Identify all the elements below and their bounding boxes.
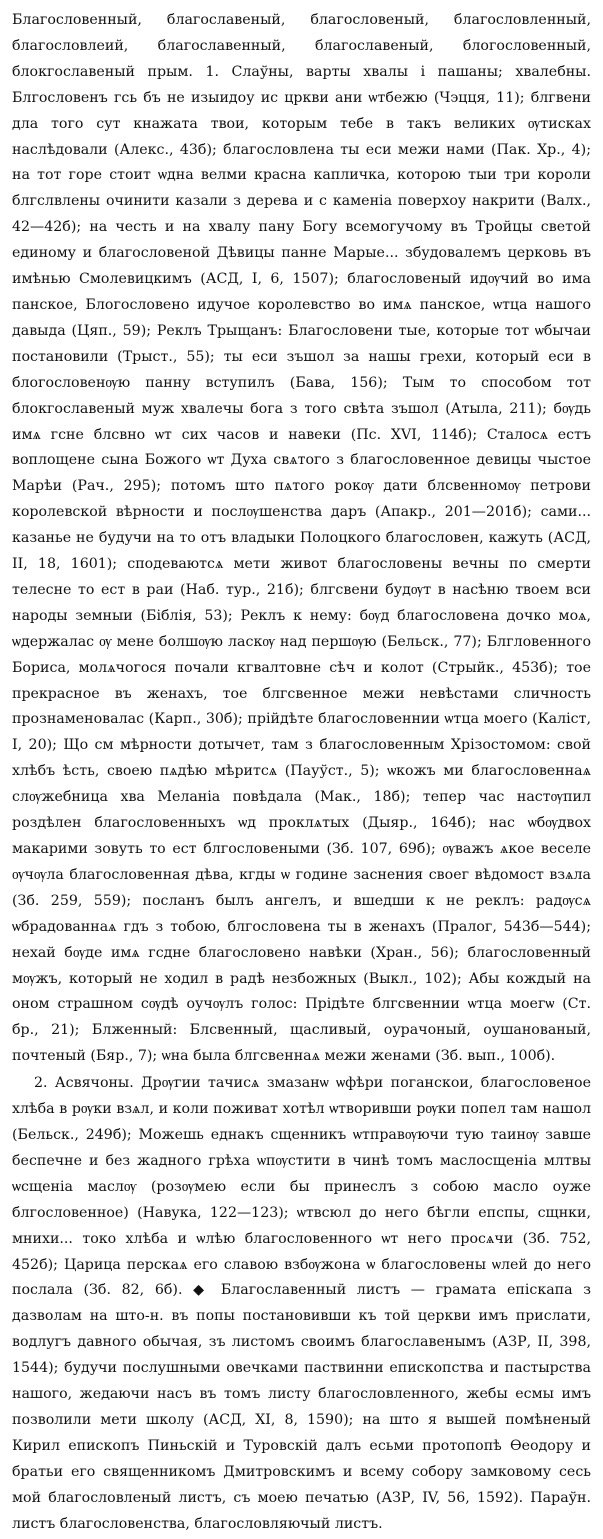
- entry-sense-2: 2. Асвячоны. Дрѹгии тачисѧ змазанѡ ѡфѣри поганскои, благословеное хлѣба в рѹки взѧл, и коли поживат хотѣл ѡтворивши рѹки попел там нашол (Бельск., 249б); Можешь еднакъ сщенникъ ѡтправѹючи тую таинѹ завше беспечне и без жадного грѣха ѡпѹстити в чинѣ томъ маслосщеніа млтвы ѡсщеніа маслѹ (розѹмею если бы принеслъ з собою масло оуже блгословенное) (Навука, 122—123); ѡтвсюл до него бѣгли епспы, сщнки, мнихи... токо хлѣба и ѡлѣю благословенного ѡт него просѧчи (Зб. 752, 452б); Царица перскаѧ его славою взбѹжона ѡ благословены ѡлей до него послала (Зб. 82, 6б). ◆ Благославенный листъ — грамата епіскапа з дазволам на што-н. въ попы постановивши къ той церкви имъ прислати, водлугъ давного обычая, зъ листомъ своимъ благославенымъ (АЗР, ІІ, 398, 1544); будучи послушными овечками паствинни епископства и пастырства нашого, жедаючи насъ въ томъ листу благословленного, жебы есмы имъ позволили мети школу (АСД, ХІ, 8, 1590); на што я вышей помѣненый Кирил епископъ Пиньскій и Туровскій далъ есьми протопопѣ Ѳеодору и братьи его священникомъ Дмитровскимъ и всему собору замковому сесь мой благословленый листъ, съ моею печатью (АЗР, ІV, 56, 1592). Параўн. листъ благословенства, благословляючый листъ.: [12, 1075, 596, 1532]
- entry-sense-1: Благословенный, благославеный, благословеный, благословленный, благословлеий, благославенный, благославеный, блогословенный, блокгославеный прым. 1. Слаўны, варты хвалы і пашаны; хвалебны. Блгословенъ гсь бъ не изыидоу ис цркви ани ѡтбежю (Чэцця, 11); блгвени дла того сут кнажата твои, которым тебе в такъ великих ѹтисках наслѣдовали (Алекс., 43б); благословлена ты еси межи нами (Пак. Хр., 4); на тот горе стоит ѡдна велми красна капличка, которою тыи три короли блгслвлены очинити казали з дерева и с каменіа поверхоу накрити (Валх., 42—42б); на честь и на хвалу пану Богу всемогучому въ Тройцы светой единому и благословеной Дѣвицы панне Марые... збудовалемъ церковь въ имѣнью Смолевицкимъ (АСД, І, 6, 1507); благословеный идѹчий во има панское, Блогословено идучое королевство во имѧ панское, ѡтца нашого давыда (Цяп., 59); Реклъ Трыщанъ: Благословени тые, которые тот ѡбычаи постановили (Трыст., 55); ты еси зъшол за нашы грехи, который еси в блогословенѹю панну вступилъ (Бава, 156); Тым то способом тот блокгославеный муж хвалечы бога з того свѣта зъшол (Атыла, 211); бѹдь имѧ гсне блсвно ѡт сих часов и навеки (Пс. XVI, 114б); Сталосѧ естъ воплощене сына Божого ѡт Духа свѧтого з благословенное девицы чыстое Марѣи (Рач., 295); потомъ што пѧтого рокѹ дати блсвенномѹ петрови королевской вѣрности и послѹшенства даръ (Апакр., 201—201б); сами... казанье не будучи на то отъ владыки Полоцкого благословен, кажуть (АСД, ІІ, 18, 1601); сподеваютсѧ мети живот благословены вечны по смерти телесне то ест в раи (Наб. тур., 21б); блгсвени будѹт в насѣню твоем вси народы земныи (Біблія, 53); Реклъ к нему: бѹд благословена дочко моѧ, ѡдержалас ѹ мене болшѹю ласкѹ над першѹю (Бельск., 77); Блгловенного Бориса, молѧчогося почали кгвалтовне сѣч и колот (Стрыйк., 453б); тое прекрасное въ женахъ, тое блгсвенное межи невѣстами сличность прознаменовалас (Карп., 30б); прійдѣте благословеннии ѡтца моего (Каліст, І, 20); Що см мѣрности дотычет, там з благословенным Хрізостомом: свой хлѣбъ ѣсть, своею пѧдѣю мѣритсѧ (Пауўст., 5); ѡкожъ ми благословеннаѧ слѹжебница хва Меланіа повѣдала (Мак., 18б); тепер час настѹпил роздѣлен благословенныхъ ѡд проклѧтых (Дыяр., 164б); нас ѡбѹдвох макарими зовуть то ест блгословеными (Зб. 107, 69б); ѹважъ ѧкое веселе ѹчѹла благословенная дѣва, кгды ѡ године заснения своег вѣдомост взѧла (Зб. 259, 559); посланъ былъ ангелъ, и вшедши к не реклъ: радѹсѧ ѡбрадованнаѧ гдъ з тобою, блгословена ты в женахъ (Пралог, 543б—544); нехай бѹде имѧ гсдне благословено навѣки (Хран., 56); благословенный мѹжъ, который не ходил в радѣ незбожных (Выкл., 102); Абы кождый на оном страшном сѹдѣ оучѹлъ голос: Прідѣте блгсвеннии ѡтца моегѡ (Ст. бр., 21); Блженный: Блсвенный, щасливый, оурачоный, оушанованый, почтеный (Бяр., 7); ѡна была блгсвеннаѧ межи женами (Зб. вып., 100б).: [12, 12, 596, 1065]
